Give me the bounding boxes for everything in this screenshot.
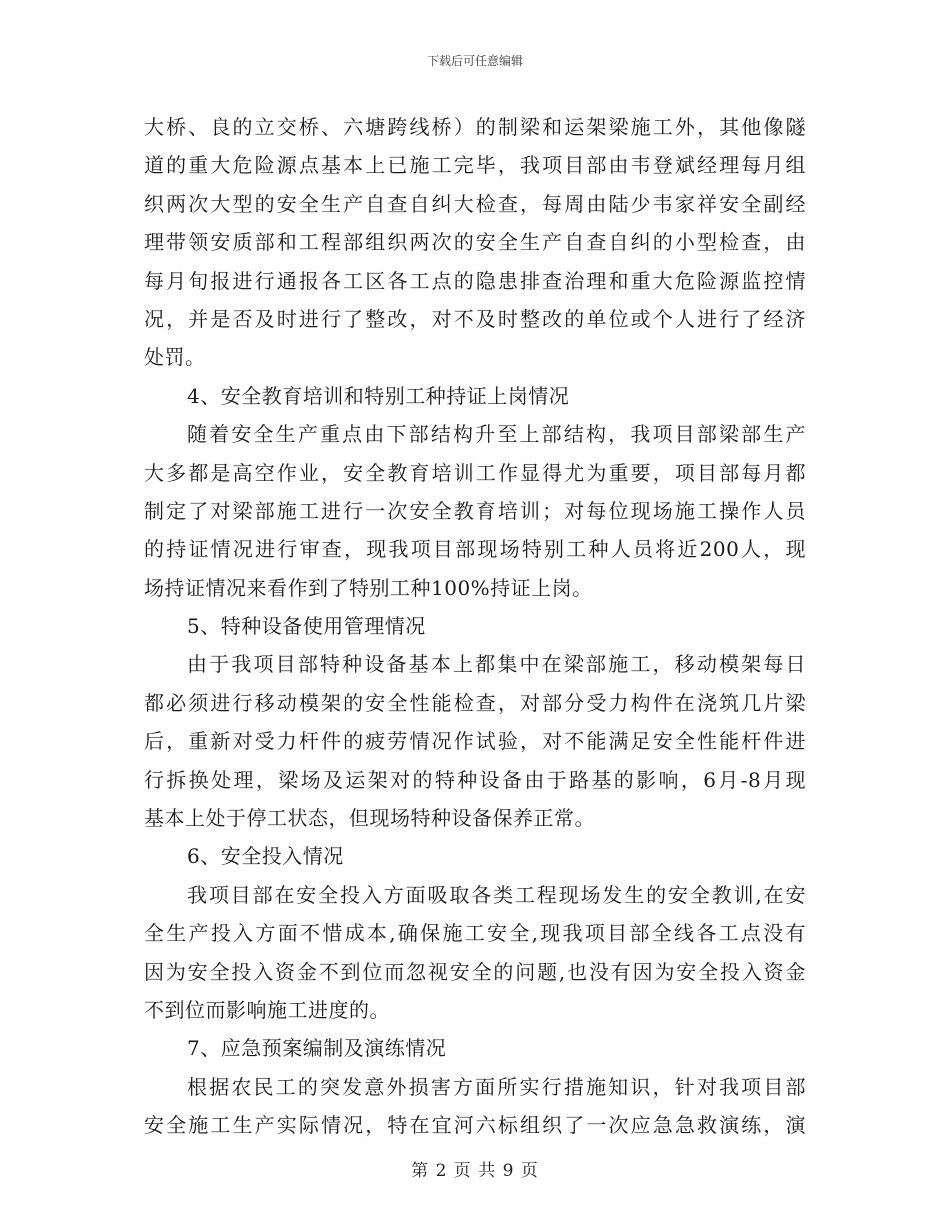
body-text-line: 随着安全生产重点由下部结构升至上部结构，我项目部梁部生产 xyxy=(187,422,806,447)
body-text-line: 都必须进行移动模架的安全性能检查，对部分受力构件在浇筑几片梁 xyxy=(144,690,806,715)
section-heading: 5、特种设备使用管理情况 xyxy=(187,614,426,639)
body-text-line: 况，并是否及时进行了整改，对不及时整改的单位或个人进行了经济 xyxy=(144,306,806,331)
body-text-line: 大桥、良的立交桥、六塘跨线桥）的制梁和运架梁施工外，其他像隧 xyxy=(144,115,806,139)
body-text-line: 处罚。 xyxy=(144,345,206,370)
body-text-line: 大多都是高空作业，安全教育培训工作显得尤为重要，项目部每月都 xyxy=(144,460,806,485)
section-heading: 4、安全教育培训和特别工种持证上岗情况 xyxy=(187,383,570,408)
body-text-line: 由于我项目部特种设备基本上都集中在梁部施工，移动模架每日 xyxy=(187,652,806,677)
body-text-line: 制定了对梁部施工进行一次安全教育培训；对每位现场施工操作人员 xyxy=(144,498,806,523)
body-text-line: 不到位而影响施工进度的。 xyxy=(144,997,390,1022)
body-text-line: 基本上处于停工状态，但现场特种设备保养正常。 xyxy=(144,806,595,831)
body-text-line: 每月旬报进行通报各工区各工点的隐患排查治理和重大危险源监控情 xyxy=(144,268,806,293)
page-number-footer: 第 2 页 共 9 页 xyxy=(411,1161,539,1181)
body-text-line: 理带领安质部和工程部组织两次的安全生产自查自纠的小型检查，由 xyxy=(144,230,806,255)
body-text-line: 的持证情况进行审查，现我项目部现场特别工种人员将近200人，现 xyxy=(144,537,806,562)
page-header: 下载后可任意编辑 xyxy=(426,54,523,68)
section-heading: 6、安全投入情况 xyxy=(187,844,344,869)
body-text-line: 道的重大危险源点基本上已施工完毕，我项目部由韦登斌经理每月组 xyxy=(144,153,806,178)
section-heading: 7、应急预案编制及演练情况 xyxy=(187,1036,447,1061)
body-text-line: 全生产投入方面不惜成本,确保施工安全,现我项目部全线各工点没有 xyxy=(144,921,806,946)
document-body xyxy=(144,108,806,1145)
body-text-line: 因为安全投入资金不到位而忽视安全的问题,也没有因为安全投入资金 xyxy=(144,959,806,984)
body-text-line: 后，重新对受力杆件的疲劳情况作试验，对不能满足安全性能杆件进 xyxy=(144,729,806,754)
body-text-line: 场持证情况来看作到了特别工种100%持证上岗。 xyxy=(144,575,593,600)
body-text-line: 我项目部在安全投入方面吸取各类工程现场发生的安全教训,在安 xyxy=(187,882,806,907)
body-text-line: 根据农民工的突发意外损害方面所实行措施知识，针对我项目部 xyxy=(187,1074,806,1099)
body-text-line: 织两次大型的安全生产自查自纠大检查，每周由陆少韦家祥安全副经 xyxy=(144,191,806,216)
body-text-line: 安全施工生产实际情况，特在宜河六标组织了一次应急急救演练，演 xyxy=(144,1113,806,1138)
body-text-line: 行拆换处理，梁场及运架对的特种设备由于路基的影响，6月-8月现 xyxy=(144,767,806,792)
